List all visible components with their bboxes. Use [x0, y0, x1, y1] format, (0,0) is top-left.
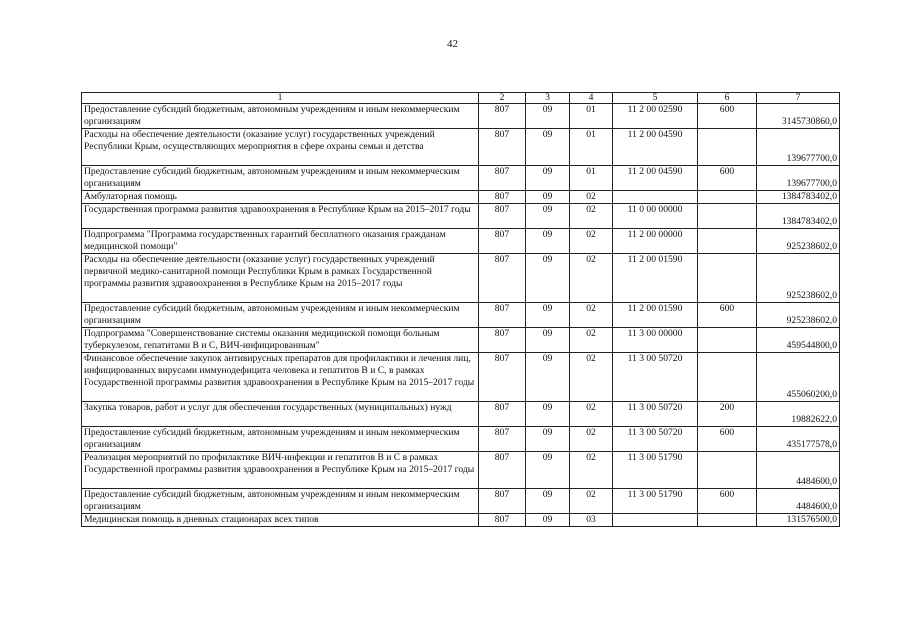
row-code-subsection: 02 — [570, 229, 613, 254]
row-code-expense: 600 — [698, 104, 757, 129]
table-row — [82, 427, 840, 452]
table-row — [82, 489, 840, 514]
row-code-section: 09 — [526, 254, 570, 303]
row-code-admin: 807 — [479, 254, 526, 303]
header-cell: 6 — [698, 93, 757, 104]
row-code-expense — [698, 514, 757, 527]
row-code-subsection: 02 — [570, 402, 613, 427]
row-name: Расходы на обеспечение деятельности (оказание услуг) государственных учреждений Республики Крым, осуществляющих мероприятия в сфере охраны семьи и детства — [82, 129, 479, 166]
row-code-section: 09 — [526, 229, 570, 254]
header-cell: 1 — [82, 93, 479, 104]
budget-table — [81, 92, 840, 527]
row-code-section: 09 — [526, 353, 570, 402]
row-code-admin: 807 — [479, 129, 526, 166]
row-code-target: 11 0 00 00000 — [613, 204, 698, 229]
table-row — [82, 452, 840, 489]
row-amount: 4484600,0 — [757, 452, 840, 489]
row-amount: 925238602,0 — [757, 254, 840, 303]
row-code-subsection: 02 — [570, 191, 613, 204]
row-name: Предоставление субсидий бюджетным, автономным учреждениям и иным некоммерческим организациям — [82, 303, 479, 328]
row-code-expense — [698, 353, 757, 402]
row-code-subsection: 02 — [570, 353, 613, 402]
row-code-target: 11 3 00 51790 — [613, 452, 698, 489]
row-code-admin: 807 — [479, 328, 526, 353]
row-code-target: 11 2 00 04590 — [613, 166, 698, 191]
row-amount: 139677700,0 — [757, 129, 840, 166]
row-name: Финансовое обеспечение закупок антивирусных препаратов для профилактики и лечения лиц, инфицированных вирусами иммунодефицита человека и гепатитов В и С, в рамках Государственной программы развития здравоохранения в Республике Крым на 2015–2017 годы — [82, 353, 479, 402]
row-code-expense — [698, 254, 757, 303]
row-code-expense: 600 — [698, 166, 757, 191]
row-code-expense: 200 — [698, 402, 757, 427]
row-code-subsection: 01 — [570, 166, 613, 191]
row-code-expense: 600 — [698, 303, 757, 328]
row-code-expense — [698, 129, 757, 166]
row-amount: 455060200,0 — [757, 353, 840, 402]
row-code-expense: 600 — [698, 489, 757, 514]
row-code-section: 09 — [526, 452, 570, 489]
row-code-admin: 807 — [479, 427, 526, 452]
row-code-target: 11 2 00 01590 — [613, 254, 698, 303]
table-row — [82, 166, 840, 191]
row-name: Предоставление субсидий бюджетным, автономным учреждениям и иным некоммерческим организациям — [82, 104, 479, 129]
row-name: Подпрограмма "Программа государственных гарантий бесплатного оказания гражданам медицинской помощи" — [82, 229, 479, 254]
row-code-subsection: 02 — [570, 328, 613, 353]
row-code-target: 11 3 00 51790 — [613, 489, 698, 514]
row-code-target: 11 3 00 50720 — [613, 427, 698, 452]
row-code-subsection: 02 — [570, 427, 613, 452]
table-row — [82, 402, 840, 427]
row-code-admin: 807 — [479, 452, 526, 489]
row-amount: 925238602,0 — [757, 229, 840, 254]
row-code-target: 11 3 00 50720 — [613, 353, 698, 402]
header-cell: 4 — [570, 93, 613, 104]
row-code-subsection: 02 — [570, 452, 613, 489]
row-name: Предоставление субсидий бюджетным, автономным учреждениям и иным некоммерческим организациям — [82, 489, 479, 514]
row-code-target: 11 3 00 00000 — [613, 328, 698, 353]
row-amount: 925238602,0 — [757, 303, 840, 328]
row-name: Амбулаторная помощь — [82, 191, 479, 204]
row-code-admin: 807 — [479, 303, 526, 328]
row-code-section: 09 — [526, 328, 570, 353]
row-code-admin: 807 — [479, 229, 526, 254]
header-cell: 2 — [479, 93, 526, 104]
row-code-target: 11 2 00 04590 — [613, 129, 698, 166]
row-code-section: 09 — [526, 427, 570, 452]
row-name: Государственная программа развития здравоохранения в Республике Крым на 2015–2017 годы — [82, 204, 479, 229]
row-code-subsection: 01 — [570, 129, 613, 166]
row-code-expense: 600 — [698, 427, 757, 452]
row-code-admin: 807 — [479, 402, 526, 427]
row-code-admin: 807 — [479, 204, 526, 229]
row-amount: 1384783402,0 — [757, 204, 840, 229]
row-name: Закупка товаров, работ и услуг для обеспечения государственных (муниципальных) нужд — [82, 402, 479, 427]
row-code-subsection: 03 — [570, 514, 613, 527]
table-row — [82, 353, 840, 402]
row-code-expense — [698, 452, 757, 489]
table-row — [82, 191, 840, 204]
row-code-section: 09 — [526, 204, 570, 229]
row-code-expense — [698, 328, 757, 353]
row-code-expense — [698, 229, 757, 254]
row-code-admin: 807 — [479, 353, 526, 402]
row-amount: 4484600,0 — [757, 489, 840, 514]
row-code-section: 09 — [526, 191, 570, 204]
row-code-section: 09 — [526, 303, 570, 328]
row-name: Предоставление субсидий бюджетным, автономным учреждениям и иным некоммерческим организациям — [82, 427, 479, 452]
table-row — [82, 254, 840, 303]
row-code-admin: 807 — [479, 514, 526, 527]
row-name: Медицинская помощь в дневных стационарах всех типов — [82, 514, 479, 527]
row-code-subsection: 01 — [570, 104, 613, 129]
row-amount: 435177578,0 — [757, 427, 840, 452]
row-amount: 459544800,0 — [757, 328, 840, 353]
row-name: Подпрограмма "Совершенствование системы оказания медицинской помощи больным туберкулезом, гепатитами В и С, ВИЧ-инфицированным" — [82, 328, 479, 353]
row-code-target: 11 2 00 01590 — [613, 303, 698, 328]
header-cell: 3 — [526, 93, 570, 104]
table-row — [82, 328, 840, 353]
row-code-admin: 807 — [479, 166, 526, 191]
row-code-expense — [698, 204, 757, 229]
row-code-target: 11 2 00 00000 — [613, 229, 698, 254]
row-amount: 139677700,0 — [757, 166, 840, 191]
page-number: 42 — [447, 38, 458, 50]
table-row — [82, 229, 840, 254]
row-code-section: 09 — [526, 514, 570, 527]
row-code-section: 09 — [526, 402, 570, 427]
row-code-admin: 807 — [479, 191, 526, 204]
header-cell: 5 — [613, 93, 698, 104]
row-name: Предоставление субсидий бюджетным, автономным учреждениям и иным некоммерческим организациям — [82, 166, 479, 191]
row-code-admin: 807 — [479, 489, 526, 514]
row-code-expense — [698, 191, 757, 204]
row-code-admin: 807 — [479, 104, 526, 129]
table-row — [82, 104, 840, 129]
row-code-subsection: 02 — [570, 254, 613, 303]
row-name: Расходы на обеспечение деятельности (оказание услуг) государственных учреждений первичной медико-санитарной помощи Республики Крым в рамках Государственной программы развития здравоохранения в Республике Крым на 2015–2017 годы — [82, 254, 479, 303]
table-row — [82, 514, 840, 527]
row-amount: 19882622,0 — [757, 402, 840, 427]
row-code-target — [613, 191, 698, 204]
row-amount: 1384783402,0 — [757, 191, 840, 204]
row-code-subsection: 02 — [570, 489, 613, 514]
row-name: Реализация мероприятий по профилактике ВИЧ-инфекции и гепатитов В и С в рамках Государственной программы развития здравоохранения в Республике Крым на 2015–2017 годы — [82, 452, 479, 489]
row-code-subsection: 02 — [570, 303, 613, 328]
row-code-target: 11 2 00 02590 — [613, 104, 698, 129]
table-row — [82, 204, 840, 229]
row-code-target: 11 3 00 50720 — [613, 402, 698, 427]
row-code-section: 09 — [526, 489, 570, 514]
row-code-section: 09 — [526, 166, 570, 191]
table-row — [82, 129, 840, 166]
row-amount: 131576500,0 — [757, 514, 840, 527]
header-cell: 7 — [757, 93, 840, 104]
row-amount: 3145730860,0 — [757, 104, 840, 129]
row-code-section: 09 — [526, 104, 570, 129]
table-row — [82, 303, 840, 328]
row-code-subsection: 02 — [570, 204, 613, 229]
row-code-target — [613, 514, 698, 527]
header-row — [82, 93, 840, 104]
row-code-section: 09 — [526, 129, 570, 166]
